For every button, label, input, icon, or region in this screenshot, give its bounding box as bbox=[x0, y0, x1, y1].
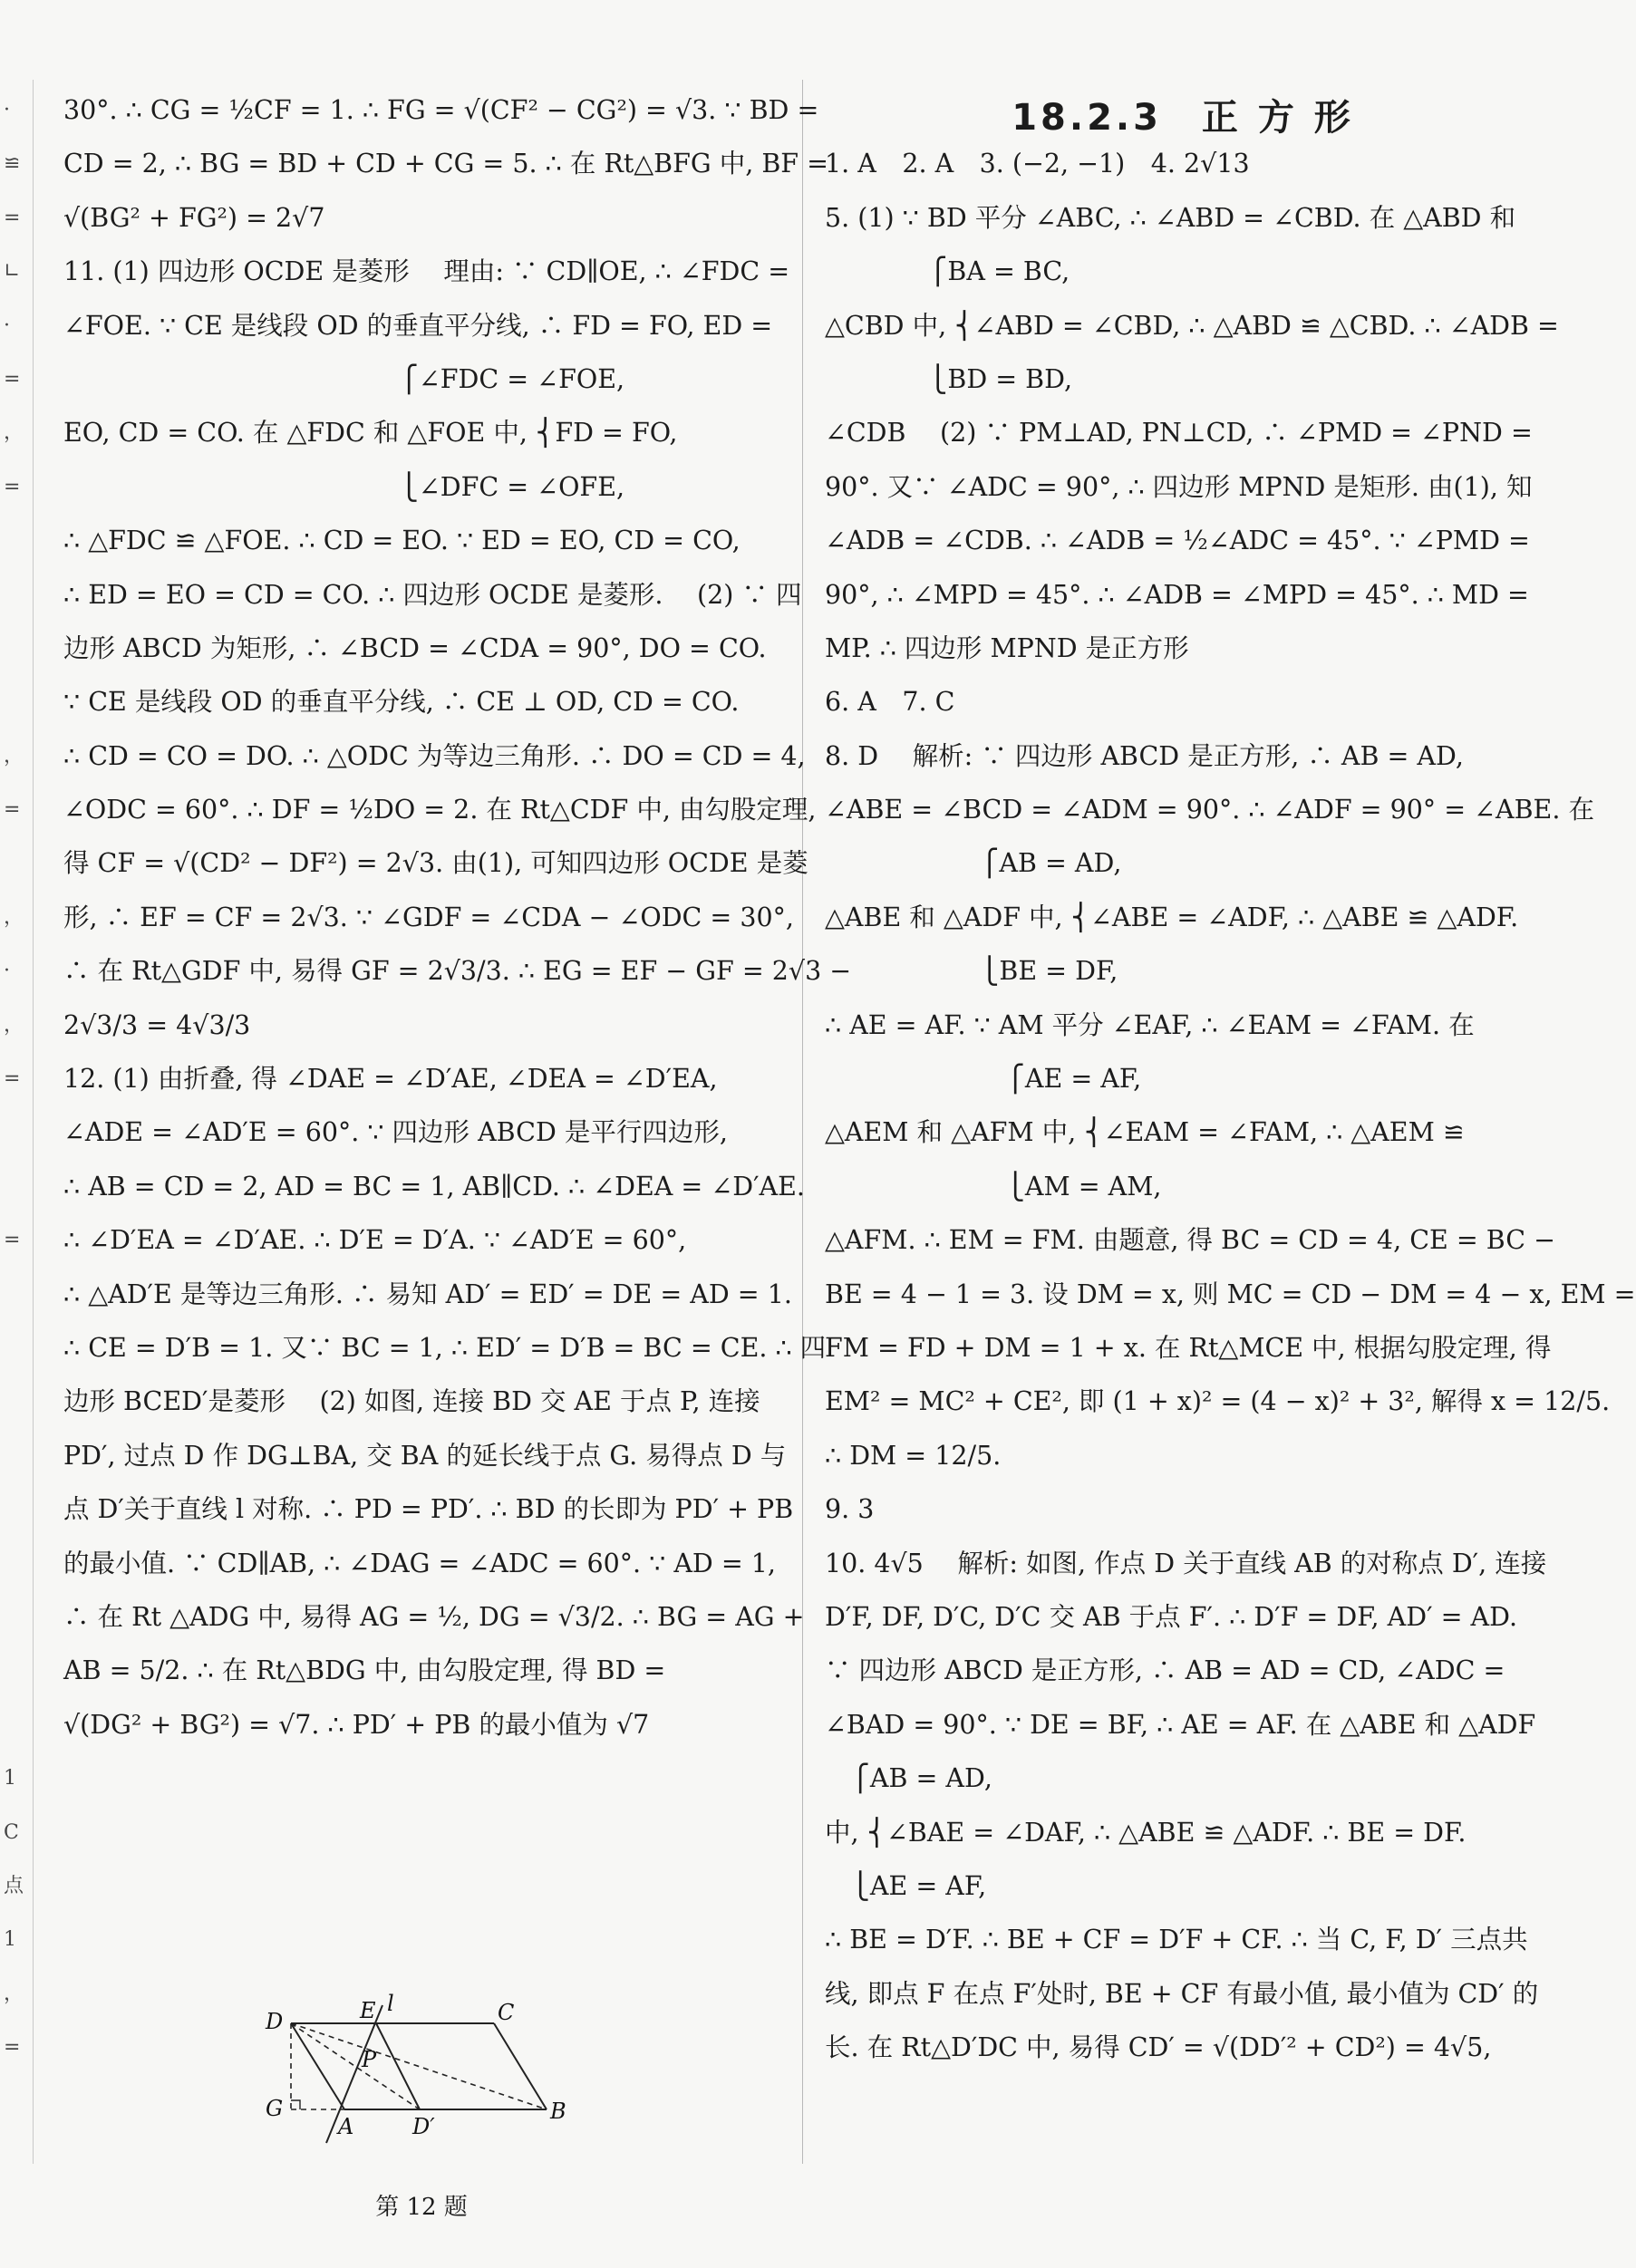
right-text-line: ∠BAD = 90°. ∵ DE = BF, ∴ AE = AF. 在 △ABE 和 △ADF bbox=[825, 1709, 1536, 1740]
left-text-line: CD = 2, ∴ BG = BD + CD + CG = 5. ∴ 在 Rt△BFG 中, BF = bbox=[63, 149, 829, 179]
right-text-line: ⎧AB = AD, bbox=[825, 848, 1122, 879]
left-text-line: ∴ 在 Rt△GDF 中, 易得 GF = 2√3/3. ∴ EG = EF − GF = 2√3 − bbox=[63, 956, 852, 987]
right-text-line: ⎩BD = BD, bbox=[825, 363, 1073, 394]
right-text-line: ∠ABE = ∠BCD = ∠ADM = 90°. ∴ ∠ADF = 90° = ∠ABE. 在 bbox=[825, 795, 1594, 825]
right-text-line: MP. ∴ 四边形 MPND 是正方形 bbox=[825, 632, 1189, 663]
edge-mark bbox=[4, 1105, 25, 1159]
right-text-line: ∵ 四边形 ABCD 是正方形, ∴ AB = AD = CD, ∠ADC = bbox=[825, 1655, 1505, 1686]
column-divider bbox=[802, 80, 803, 2164]
right-text-line: ∠ADB = ∠CDB. ∴ ∠ADB = ½∠ADC = 45°. ∵ ∠PMD = bbox=[825, 526, 1530, 556]
left-text-line: 30°. ∴ CG = ½CF = 1. ∴ FG = √(CF² − CG²) = √3. ∵ BD = bbox=[63, 95, 819, 125]
left-text-line: ∴ CD = CO = DO. ∴ △ODC 为等边三角形. ∴ DO = CD = 4, bbox=[63, 740, 806, 771]
label-l: l bbox=[387, 1991, 394, 2016]
edge-mark: 点 bbox=[4, 1874, 24, 1897]
right-text-line: △ABE 和 △ADF 中, ⎨∠ABE = ∠ADF, ∴ △ABE ≌ △ADF. bbox=[825, 902, 1519, 932]
edge-ED-prime bbox=[376, 2023, 420, 2109]
left-text-line: PD′, 过点 D 作 DG⊥BA, 交 BA 的延长线于点 G. 易得点 D 与 bbox=[63, 1440, 787, 1471]
right-text-line: ⎩AE = AF, bbox=[825, 1870, 987, 1901]
label-E: E bbox=[360, 1998, 376, 2023]
left-text-line: 11. (1) 四边形 OCDE 是菱形 理由: ∵ CD∥OE, ∴ ∠FDC = bbox=[63, 256, 790, 287]
left-text-line: ⎩∠DFC = ∠OFE, bbox=[63, 471, 625, 502]
edge-mark: = bbox=[4, 798, 21, 822]
edge-mark: ， bbox=[4, 905, 24, 929]
left-text-line: ∴ 在 Rt △ADG 中, 易得 AG = ½, DG = √3/2. ∴ BG = AG + bbox=[63, 1601, 805, 1632]
edge-mark: 1 bbox=[4, 1928, 16, 1952]
label-A: A bbox=[338, 2114, 354, 2139]
label-B: B bbox=[550, 2099, 566, 2124]
edge-mark: ， bbox=[4, 1982, 24, 2005]
right-text-line: ⎧AB = AD, bbox=[825, 1763, 992, 1794]
left-text-line: ∴ CE = D′B = 1. 又∵ BC = 1, ∴ ED′ = D′B = BC = CE. ∴ 四 bbox=[63, 1332, 827, 1363]
edge-mark bbox=[4, 1268, 25, 1321]
left-text-line: √(BG² + FG²) = 2√7 bbox=[63, 202, 325, 233]
page-edge-line bbox=[33, 80, 34, 2164]
left-text-line: ∴ △FDC ≌ △FOE. ∴ CD = EO. ∵ ED = EO, CD = CO, bbox=[63, 526, 741, 556]
right-text-line: 1. A 2. A 3. (−2, −1) 4. 2√13 bbox=[825, 149, 1250, 179]
edge-mark: = bbox=[4, 1229, 21, 1252]
edge-mark: ， bbox=[4, 744, 24, 767]
right-text-line: 5. (1) ∵ BD 平分 ∠ABC, ∴ ∠ABD = ∠CBD. 在 △ABD 和 bbox=[825, 202, 1516, 233]
right-text-line: 9. 3 bbox=[825, 1494, 875, 1525]
left-text-line: ∴ ∠D′EA = ∠D′AE. ∴ D′E = D′A. ∵ ∠AD′E = 60°, bbox=[63, 1225, 687, 1256]
right-text-line: ⎩BE = DF, bbox=[825, 956, 1118, 987]
left-text-line: 2√3/3 = 4√3/3 bbox=[63, 1009, 251, 1040]
left-text-line: ∠ODC = 60°. ∴ DF = ½DO = 2. 在 Rt△CDF 中, 由勾股定理, bbox=[63, 795, 817, 825]
edge-mark bbox=[4, 1590, 25, 1644]
right-text-line: ⎧BA = BC, bbox=[825, 256, 1070, 287]
right-text-line: BE = 4 − 1 = 3. 设 DM = x, 则 MC = CD − DM = 4 − x, EM = bbox=[825, 1279, 1636, 1309]
left-text-line: 12. (1) 由折叠, 得 ∠DAE = ∠D′AE, ∠DEA = ∠D′EA, bbox=[63, 1064, 718, 1095]
right-text-line: 8. D 解析: ∵ 四边形 ABCD 是正方形, ∴ AB = AD, bbox=[825, 740, 1464, 771]
right-angle-mark bbox=[291, 2100, 300, 2109]
label-C: C bbox=[498, 2000, 515, 2025]
right-text-line: △CBD 中, ⎨∠ABD = ∠CBD, ∴ △ABD ≌ △CBD. ∴ ∠ADB = bbox=[825, 310, 1559, 341]
edge-mark bbox=[4, 1375, 25, 1428]
figure-question-12 bbox=[258, 1991, 585, 2221]
parallelogram-diagram bbox=[258, 1991, 585, 2188]
right-text-line: 90°, ∴ ∠MPD = 45°. ∴ ∠ADB = ∠MPD = 45°. ∴ MD = bbox=[825, 579, 1529, 610]
edge-mark bbox=[4, 836, 25, 890]
edge-mark bbox=[4, 1482, 25, 1536]
edge-mark bbox=[4, 1698, 25, 1752]
right-text-line: ∠CDB (2) ∵ PM⊥AD, PN⊥CD, ∴ ∠PMD = ∠PND = bbox=[825, 418, 1533, 449]
edge-mark bbox=[4, 568, 25, 622]
edge-mark: ， bbox=[4, 1013, 24, 1037]
right-text-line: ∴ DM = 12/5. bbox=[825, 1440, 1002, 1471]
right-text-line: ⎧AE = AF, bbox=[825, 1064, 1142, 1095]
edge-mark: = bbox=[4, 367, 21, 391]
left-text-line: 得 CF = √(CD² − DF²) = 2√3. 由(1), 可知四边形 OCDE 是菱 bbox=[63, 848, 808, 879]
edge-mark: 1 bbox=[4, 1767, 16, 1790]
label-D-prime: D′ bbox=[412, 2114, 435, 2139]
edge-mark bbox=[4, 675, 25, 729]
label-G: G bbox=[266, 2096, 284, 2121]
right-text-line: 中, ⎨∠BAE = ∠DAF, ∴ △ABE ≌ △ADF. ∴ BE = DF. bbox=[825, 1817, 1467, 1848]
label-P: P bbox=[362, 2047, 377, 2072]
left-text-line: 边形 ABCD 为矩形, ∴ ∠BCD = ∠CDA = 90°, DO = CO. bbox=[63, 632, 767, 663]
edge-mark bbox=[4, 1429, 25, 1482]
edge-mark bbox=[4, 1321, 25, 1375]
edge-mark: · bbox=[4, 99, 10, 121]
right-text-line: △AFM. ∴ EM = FM. 由题意, 得 BC = CD = 4, CE = BC − bbox=[825, 1225, 1556, 1256]
right-column bbox=[825, 83, 1636, 2074]
edge-mark: ∟ bbox=[4, 260, 21, 284]
edge-CB bbox=[494, 2023, 547, 2109]
right-text-line: ∴ BE = D′F. ∴ BE + CF = D′F + CF. ∴ 当 C, F, D′ 三点共 bbox=[825, 1925, 1528, 1955]
left-text-line: ∠FOE. ∵ CE 是线段 OD 的垂直平分线, ∴ FD = FO, ED = bbox=[63, 310, 773, 341]
right-text-line: 10. 4√5 解析: 如图, 作点 D 关于直线 AB 的对称点 D′, 连接 bbox=[825, 1548, 1547, 1578]
edge-mark: ， bbox=[4, 421, 24, 445]
edge-mark: = bbox=[4, 475, 21, 498]
line-l bbox=[326, 2005, 382, 2143]
section-title: 18.2.3 正 方 形 bbox=[1012, 97, 1354, 139]
right-text-line: △AEM 和 △AFM 中, ⎨∠EAM = ∠FAM, ∴ △AEM ≌ bbox=[825, 1117, 1465, 1148]
edge-mark bbox=[4, 1644, 25, 1697]
edge-mark bbox=[4, 622, 25, 675]
edge-mark: · bbox=[4, 314, 10, 337]
dashed-DD-prime bbox=[291, 2023, 420, 2109]
edge-AD bbox=[291, 2023, 344, 2109]
edge-mark: · bbox=[4, 960, 10, 983]
edge-mark: = bbox=[4, 1067, 21, 1091]
left-text-line: ∵ CE 是线段 OD 的垂直平分线, ∴ CE ⊥ OD, CD = CO. bbox=[63, 687, 740, 718]
right-text-line: 线, 即点 F 在点 F′处时, BE + CF 有最小值, 最小值为 CD′ 的 bbox=[825, 1978, 1539, 2009]
left-text-line: AB = 5/2. ∴ 在 Rt△BDG 中, 由勾股定理, 得 BD = bbox=[63, 1655, 666, 1686]
right-text-line: FM = FD + DM = 1 + x. 在 Rt△MCE 中, 根据勾股定理, 得 bbox=[825, 1332, 1552, 1363]
left-text-line: 的最小值. ∵ CD∥AB, ∴ ∠DAG = ∠ADC = 60°. ∵ AD = 1, bbox=[63, 1548, 776, 1578]
right-text-line: D′F, DF, D′C, D′C 交 AB 于点 F′. ∴ D′F = DF, AD′ = AD. bbox=[825, 1601, 1518, 1632]
edge-mark: = bbox=[4, 2036, 21, 2060]
right-text-line: EM² = MC² + CE², 即 (1 + x)² = (4 − x)² + 3², 解得 x = 12/5. bbox=[825, 1386, 1611, 1417]
figure-caption: 第 12 题 bbox=[375, 2194, 468, 2221]
dashed-DB bbox=[291, 2023, 547, 2109]
right-text-line: 90°. 又∵ ∠ADC = 90°, ∴ 四边形 MPND 是矩形. 由(1), 知 bbox=[825, 471, 1533, 502]
label-D: D bbox=[266, 2009, 284, 2034]
edge-mark bbox=[4, 514, 25, 567]
left-text-line: 形, ∴ EF = CF = 2√3. ∵ ∠GDF = ∠CDA − ∠ODC = 30°, bbox=[63, 902, 794, 932]
adjacent-page-edge-marks bbox=[4, 83, 25, 2074]
edge-mark: ≌ bbox=[4, 152, 21, 176]
edge-mark: C bbox=[4, 1820, 19, 1844]
right-text-line: ⎩AM = AM, bbox=[825, 1171, 1162, 1202]
left-text-line: EO, CD = CO. 在 △FDC 和 △FOE 中, ⎨FD = FO, bbox=[63, 418, 678, 449]
right-answer-lines bbox=[825, 137, 1636, 2074]
left-text-line: ⎧∠FDC = ∠FOE, bbox=[63, 363, 625, 394]
edge-mark: = bbox=[4, 206, 21, 229]
left-text-line: ∴ ED = EO = CD = CO. ∴ 四边形 OCDE 是菱形. (2) ∵ 四 bbox=[63, 579, 802, 610]
right-text-line: 长. 在 Rt△D′DC 中, 易得 CD′ = √(DD′² + CD²) = 4√5, bbox=[825, 2032, 1492, 2063]
left-text-line: √(DG² + BG²) = √7. ∴ PD′ + PB 的最小值为 √7 bbox=[63, 1709, 650, 1740]
left-text-line: 点 D′关于直线 l 对称. ∴ PD = PD′. ∴ BD 的长即为 PD′ + PB bbox=[63, 1494, 794, 1525]
right-text-line: 6. A 7. C bbox=[825, 687, 955, 718]
left-text-line: ∠ADE = ∠AD′E = 60°. ∵ 四边形 ABCD 是平行四边形, bbox=[63, 1117, 728, 1148]
right-text-line: ∴ AE = AF. ∵ AM 平分 ∠EAF, ∴ ∠EAM = ∠FAM. 在 bbox=[825, 1009, 1475, 1040]
left-text-line: ∴ △AD′E 是等边三角形. ∴ 易知 AD′ = ED′ = DE = AD = 1. bbox=[63, 1279, 792, 1309]
edge-mark bbox=[4, 1537, 25, 1590]
left-text-line: ∴ AB = CD = 2, AD = BC = 1, AB∥CD. ∴ ∠DEA = ∠D′AE. bbox=[63, 1171, 805, 1202]
edge-mark bbox=[4, 1160, 25, 1213]
left-text-line: 边形 BCED′是菱形 (2) 如图, 连接 BD 交 AE 于点 P, 连接 bbox=[63, 1386, 760, 1417]
